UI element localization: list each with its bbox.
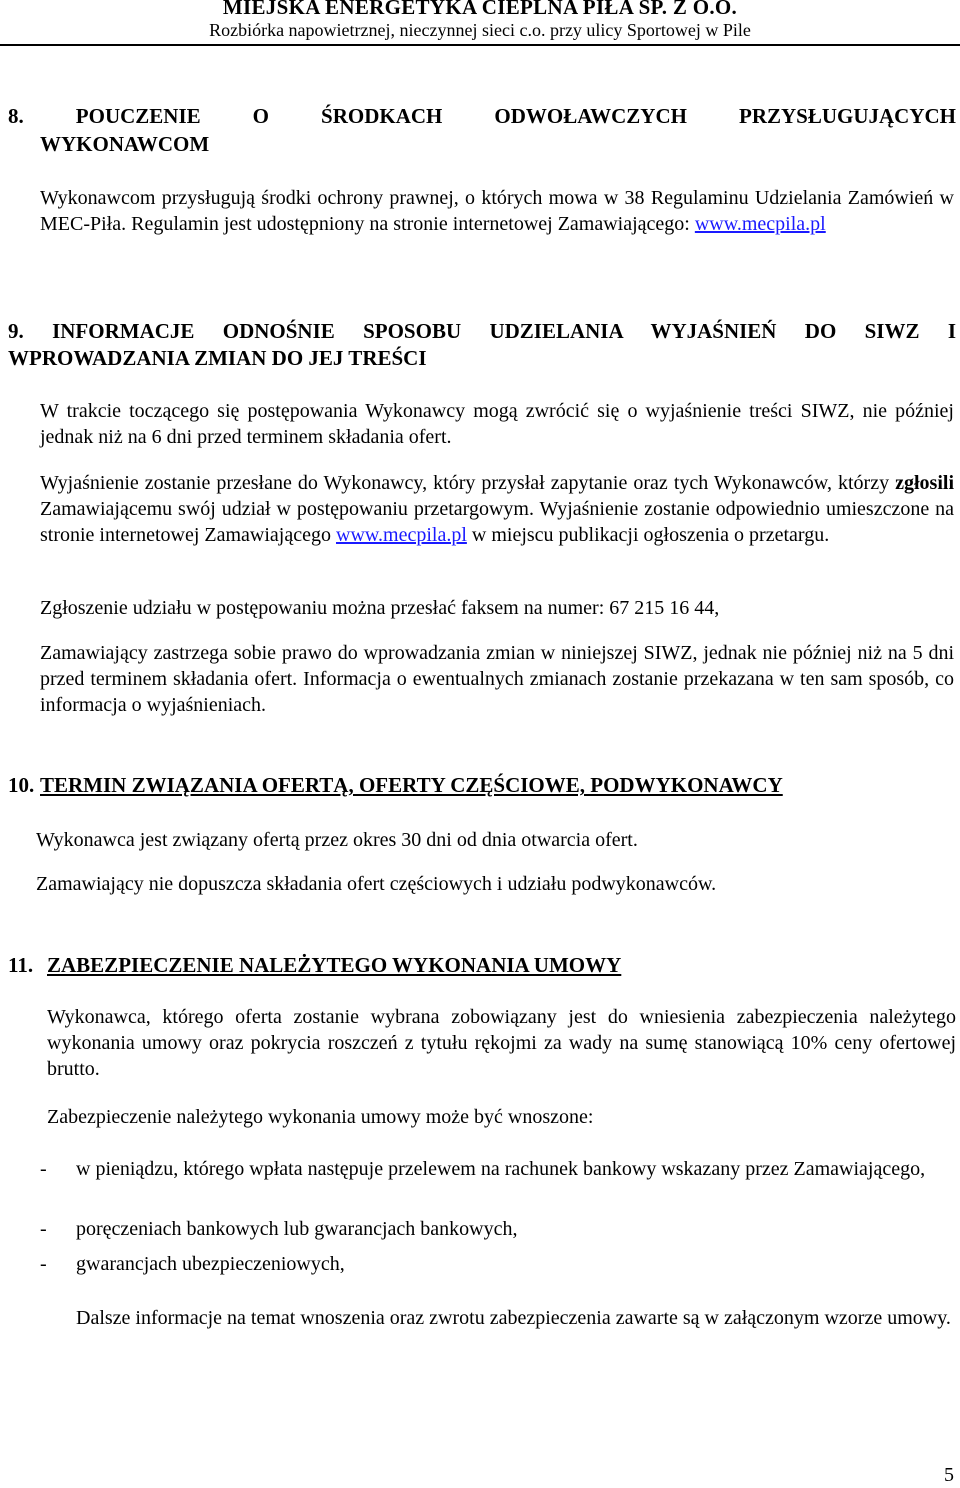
section-8-heading: 8. POUCZENIE O ŚRODKACH ODWOŁAWCZYCH PRZYSŁUGUJĄCYCH [8,104,956,128]
section-8-heading-cont: WYKONAWCOM [40,132,210,156]
section-11-number: 11. [8,953,34,977]
section-9-p3: Zgłoszenie udziału w postępowaniu można przesłać faksem na numer: 67 215 16 44, [40,597,720,619]
header-company: MIEJSKA ENERGETYKA CIEPLNA PIŁA SP. Z O.O. [222,0,738,19]
mecpila-link-2[interactable]: www.mecpila.pl [336,524,467,546]
section-10-p2: Zamawiający nie dopuszcza składania ofert częściowych i udziału podwykonawców. [36,873,717,895]
page-header [0,0,960,52]
bullet-dash: - [40,1158,47,1180]
list-item: poręczeniach bankowych lub gwarancjach bankowych, [76,1218,518,1240]
section-9-p2 [40,470,954,548]
header-rule [0,44,960,46]
page-number: 5 [944,1464,954,1486]
section-8-text: Wykonawcom przysługują środki ochrony prawnej, o których mowa w 38 Regulaminu Udzielania Zamówień w MEC-Piła. Regulamin jest udostępniony na stronie internetowej Zamawiającego: [40,187,954,235]
section-9-p2-bold: zgłosili [895,472,954,494]
bullet-dash: - [40,1218,47,1240]
list-item: gwarancjach ubezpieczeniowych, [76,1253,345,1275]
section-9-p1: W trakcie toczącego się postępowania Wykonawcy mogą zwrócić się o wyjaśnienie treści SIWZ, nie później jednak niż na 6 dni przed terminem składania ofert. [40,400,954,448]
section-11-heading: ZABEZPIECZENIE NALEŻYTEGO WYKONANIA UMOWY [47,953,622,977]
section-9-p4: Zamawiający zastrzega sobie prawo do wprowadzania zmian w niniejszej SIWZ, jednak nie później niż na 5 dni przed terminem składania ofert. Informacja o ewentualnych zmianach zostanie przekazana w ten sam sposób, co informacja o wyjaśnieniach. [40,642,954,716]
bullet-dash: - [40,1253,47,1275]
section-11-p3: Dalsze informacje na temat wnoszenia oraz zwrotu zabezpieczenia zawarte są w załączonym wzorze umowy. [76,1307,951,1329]
section-11-p1: Wykonawca, którego oferta zostanie wybrana zobowiązany jest do wniesienia zabezpieczenia należytego wykonania umowy oraz pokrycia roszczeń z tytułu rękojmi za wady na sumę stanowiącą 10% ceny ofertowej brutto. [47,1006,956,1080]
header-subtitle: Rozbiórka napowietrznej, nieczynnej sieci c.o. przy ulicy Sportowej w Pile [209,20,751,40]
section-9-heading: 9. INFORMACJE ODNOŚNIE SPOSOBU UDZIELANIA WYJAŚNIEŃ DO SIWZ I WPROWADZANIA ZMIAN DO JEJ TREŚCI [8,319,956,370]
section-10-heading: TERMIN ZWIĄZANIA OFERTĄ, OFERTY CZĘŚCIOWE, PODWYKONAWCY [40,773,783,797]
section-9-p2-a: Wyjaśnienie zostanie przesłane do Wykonawcy, który przysłał zapytanie oraz tych Wykonawców, którzy [40,472,890,494]
list-item: w pieniądzu, którego wpłata następuje przelewem na rachunek bankowy wskazany przez Zamawiającego, [76,1158,926,1180]
mecpila-link[interactable]: www.mecpila.pl [694,213,826,235]
section-9-p2-c: w miejscu publikacji ogłoszenia o przetargu. [471,524,830,546]
section-10-p1: Wykonawca jest związany ofertą przez okres 30 dni od dnia otwarcia ofert. [36,829,638,851]
section-11-p2: Zabezpieczenie należytego wykonania umowy może być wnoszone: [47,1106,594,1128]
section-9-p2-b: Zamawiającemu swój udział w postępowaniu przetargowym. Wyjaśnienie zostanie odpowiednio umieszczone na stronie internetowej Zamawiającego [40,498,954,546]
section-8-paragraph [40,185,954,237]
section-10-number: 10. [8,773,35,797]
